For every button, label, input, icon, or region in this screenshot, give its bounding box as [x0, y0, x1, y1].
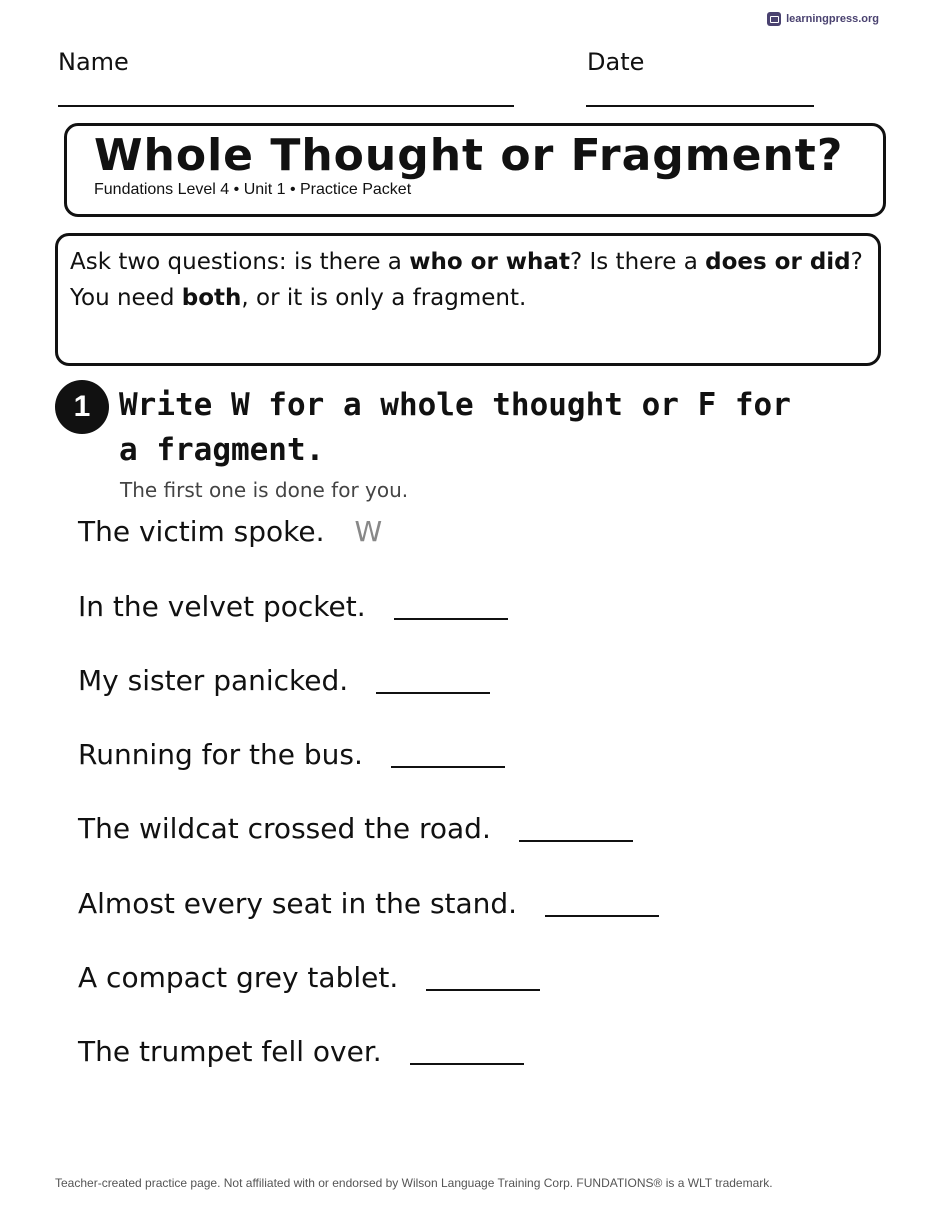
- tip-text: ? Is there a: [569, 249, 706, 275]
- question-hint: The first one is done for you.: [120, 478, 409, 502]
- date-line[interactable]: [586, 105, 814, 107]
- book-icon: [767, 12, 781, 26]
- sentence-text: A compact grey tablet.: [78, 961, 399, 994]
- list-item: [78, 590, 508, 630]
- list-item: [78, 961, 540, 1001]
- sentence-text: Almost every seat in the stand.: [78, 887, 518, 920]
- sentence-text: Running for the bus.: [78, 738, 363, 771]
- sentence-text: In the velvet pocket.: [78, 590, 366, 623]
- tip-text: Ask two questions: is there a: [70, 249, 410, 275]
- tip-box: [55, 233, 881, 366]
- tip-text: ?: [850, 249, 863, 275]
- answer-blank[interactable]: [394, 594, 508, 620]
- sentence-text: The trumpet fell over.: [78, 1035, 382, 1068]
- name-label: Name: [58, 48, 129, 76]
- list-item: [78, 1035, 524, 1075]
- tip-text: , or it is only a fragment.: [241, 285, 527, 311]
- title-box: [64, 123, 886, 217]
- footer-disclaimer: Teacher-created practice page. Not affiliated with or endorsed by Wilson Language Training Corp. FUNDATIONS® is a WLT trademark.: [55, 1176, 773, 1190]
- list-item: [78, 812, 633, 852]
- brand-text: learningpress.org: [786, 13, 879, 25]
- answer-blank[interactable]: [545, 891, 659, 917]
- sentence-text: The victim spoke.: [78, 515, 325, 548]
- answer-blank[interactable]: [426, 965, 540, 991]
- name-line[interactable]: [58, 105, 514, 107]
- answer-blank[interactable]: [410, 1039, 524, 1065]
- list-item: [78, 887, 659, 927]
- list-item: [78, 515, 382, 555]
- page-subtitle: Fundations Level 4 • Unit 1 • Practice Packet: [94, 181, 412, 198]
- page-title: Whole Thought or Fragment?: [94, 130, 844, 181]
- sentence-text: The wildcat crossed the road.: [78, 812, 491, 845]
- answer-blank[interactable]: [391, 742, 505, 768]
- list-item: [78, 738, 505, 778]
- question-number-badge: 1: [55, 380, 109, 434]
- date-label: Date: [587, 48, 645, 76]
- answer-blank[interactable]: [519, 816, 633, 842]
- tip-bold: does or did: [705, 249, 851, 275]
- list-item: [78, 664, 490, 704]
- tip-bold: who or what: [409, 249, 570, 275]
- tip-line-1: [70, 244, 866, 280]
- tip-line-2: [70, 280, 866, 316]
- example-answer: W: [354, 515, 383, 548]
- sentence-text: My sister panicked.: [78, 664, 349, 697]
- tip-text: You need: [70, 285, 182, 311]
- answer-blank[interactable]: [376, 668, 490, 694]
- tip-bold: both: [181, 285, 242, 311]
- question-instruction: Write W for a whole thought or F for a fragment.: [119, 387, 791, 468]
- brand-logo: [767, 12, 879, 26]
